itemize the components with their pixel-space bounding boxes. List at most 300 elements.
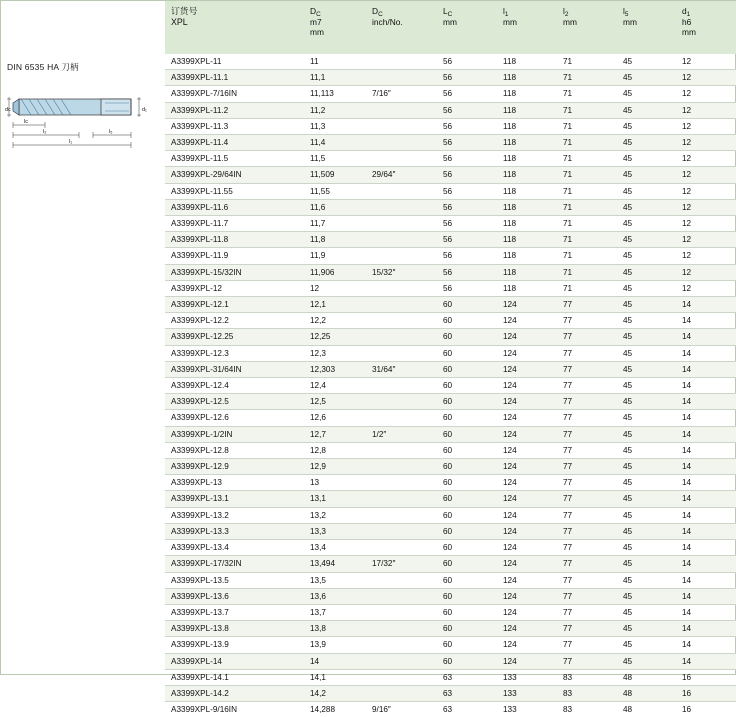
col-header-d1-unit: mm xyxy=(682,27,696,38)
table-row[interactable] xyxy=(165,135,736,151)
table-row[interactable] xyxy=(165,507,736,523)
cell-dc-mm: 11,8 xyxy=(304,232,366,248)
cell-l5: 45 xyxy=(617,167,676,183)
cell-l1: 124 xyxy=(497,572,557,588)
cell-l2: 77 xyxy=(557,329,617,345)
cell-dc-mm: 12,7 xyxy=(304,426,366,442)
cell-dc-mm: 13,5 xyxy=(304,572,366,588)
cell-l1: 124 xyxy=(497,491,557,507)
cell-l1: 118 xyxy=(497,118,557,134)
cell-lc: 60 xyxy=(437,604,497,620)
cell-l2: 77 xyxy=(557,637,617,653)
cell-d1: 12 xyxy=(676,199,736,215)
table-row[interactable] xyxy=(165,102,736,118)
col-header-d1 xyxy=(676,1,736,54)
col-header-dc-mm-sym: $D_C$ xyxy=(310,6,321,18)
cell-d1: 14 xyxy=(676,507,736,523)
cell-dc-inch xyxy=(366,118,437,134)
cell-l2: 71 xyxy=(557,54,617,70)
cell-d1: 12 xyxy=(676,54,736,70)
cell-lc: 60 xyxy=(437,572,497,588)
cell-l2: 71 xyxy=(557,280,617,296)
cell-order-number: A3399XPL-13.1 xyxy=(165,491,304,507)
table-header xyxy=(165,1,736,54)
cell-dc-inch xyxy=(366,102,437,118)
cell-dc-inch xyxy=(366,410,437,426)
table-row[interactable] xyxy=(165,637,736,653)
cell-l5: 45 xyxy=(617,556,676,572)
cell-order-number: A3399XPL-12.8 xyxy=(165,442,304,458)
cell-l2: 77 xyxy=(557,653,617,669)
cell-dc-inch: 15/32″ xyxy=(366,264,437,280)
cell-dc-inch xyxy=(366,135,437,151)
cell-l2: 83 xyxy=(563,705,573,715)
cell-dc-mm: 11,7 xyxy=(304,216,366,232)
cell-l5: 45 xyxy=(617,475,676,491)
col-header-dc-inch-sym: $D_C$ xyxy=(372,6,383,18)
cell-l1: 118 xyxy=(497,54,557,70)
cell-l1: 124 xyxy=(497,297,557,313)
table-row[interactable] xyxy=(165,669,736,685)
cell-dc-inch xyxy=(366,378,437,394)
cell-lc: 60 xyxy=(437,329,497,345)
cell-l2: 77 xyxy=(557,523,617,539)
cell-lc: 60 xyxy=(437,475,497,491)
cell-l2: 77 xyxy=(557,621,617,637)
cell-lc: 60 xyxy=(437,426,497,442)
cell-d1: 16 xyxy=(682,705,692,715)
cell-l2: 77 xyxy=(557,491,617,507)
cell-d1: 12 xyxy=(676,86,736,102)
table-row[interactable] xyxy=(165,540,736,556)
cell-lc: 56 xyxy=(437,102,497,118)
cell-l5: 45 xyxy=(617,653,676,669)
cell-order-number: A3399XPL-11.9 xyxy=(165,248,304,264)
table-row[interactable] xyxy=(165,491,736,507)
table-row[interactable] xyxy=(165,118,736,134)
cell-dc-inch xyxy=(366,653,437,669)
cell-l1: 124 xyxy=(497,459,557,475)
cell-l5: 45 xyxy=(617,442,676,458)
cell-dc-mm: 12,3 xyxy=(304,345,366,361)
cell-l2: 77 xyxy=(557,345,617,361)
cell-dc-mm: 11,113 xyxy=(304,86,366,102)
cell-l1: 133 xyxy=(497,669,557,685)
table-row[interactable] xyxy=(165,280,736,296)
table-row[interactable] xyxy=(165,297,736,313)
cell-l5: 45 xyxy=(617,588,676,604)
cell-l5: 45 xyxy=(617,102,676,118)
cell-order-number: A3399XPL-11.55 xyxy=(165,183,304,199)
cell-dc-mm: 12,1 xyxy=(304,297,366,313)
cell-dc-mm: 13,6 xyxy=(304,588,366,604)
cell-lc: 60 xyxy=(437,491,497,507)
cell-l1: 124 xyxy=(497,507,557,523)
cell-d1: 14 xyxy=(676,540,736,556)
cell-l2: 71 xyxy=(557,199,617,215)
cell-l5: 45 xyxy=(617,264,676,280)
cell-dc-inch xyxy=(366,394,437,410)
cell-l5: 45 xyxy=(617,491,676,507)
cell-d1: 14 xyxy=(676,588,736,604)
cell-dc-inch: 7/16″ xyxy=(366,86,437,102)
cell-order-number: A3399XPL-11.5 xyxy=(165,151,304,167)
table-row[interactable] xyxy=(165,329,736,345)
cell-d1: 12 xyxy=(676,167,736,183)
cell-d1: 14 xyxy=(676,475,736,491)
table-row[interactable] xyxy=(165,264,736,280)
cell-dc-inch xyxy=(366,523,437,539)
cell-order-number: A3399XPL-11.6 xyxy=(165,199,304,215)
cell-l2: 71 xyxy=(557,248,617,264)
cell-l5: 48 xyxy=(623,705,633,715)
cell-order-number: A3399XPL-13.9 xyxy=(165,637,304,653)
cell-l5: 45 xyxy=(617,637,676,653)
cell-dc-mm: 13,8 xyxy=(304,621,366,637)
cell-d1: 12 xyxy=(676,70,736,86)
cell-lc: 60 xyxy=(437,621,497,637)
cell-dc-mm: 11,509 xyxy=(304,167,366,183)
col-header-dc-inch-unit: inch/No. xyxy=(372,16,403,27)
cell-dc-inch xyxy=(366,329,437,345)
cell-l1: 133 xyxy=(503,705,517,715)
cell-d1: 12 xyxy=(676,280,736,296)
cell-dc-inch: 1/2″ xyxy=(366,426,437,442)
cell-l1: 124 xyxy=(497,361,557,377)
cell-order-number: A3399XPL-12.25 xyxy=(165,329,304,345)
cell-l2: 71 xyxy=(557,167,617,183)
cell-l2: 77 xyxy=(557,426,617,442)
cell-dc-mm: 11 xyxy=(304,54,366,70)
cell-dc-mm: 12,303 xyxy=(304,361,366,377)
cell-lc: 60 xyxy=(437,459,497,475)
table-row[interactable] xyxy=(165,54,736,70)
cell-l1: 118 xyxy=(497,248,557,264)
table-row[interactable] xyxy=(165,248,736,264)
cell-d1: 14 xyxy=(676,604,736,620)
cell-lc: 60 xyxy=(437,361,497,377)
cell-l5: 45 xyxy=(617,54,676,70)
cell-l1: 124 xyxy=(497,378,557,394)
cell-l5: 45 xyxy=(617,604,676,620)
cell-dc-inch: 9/16″ xyxy=(372,705,391,715)
cell-order-number: A3399XPL-7/16IN xyxy=(165,86,304,102)
cell-l5: 45 xyxy=(617,216,676,232)
cell-l2: 71 xyxy=(557,183,617,199)
dimension-label-l5: l₅ xyxy=(109,129,113,135)
cell-dc-mm: 11,4 xyxy=(304,135,366,151)
cell-l5: 48 xyxy=(617,669,676,685)
cell-l1: 124 xyxy=(497,556,557,572)
cell-lc: 60 xyxy=(437,540,497,556)
spec-table-wrapper xyxy=(165,1,736,715)
cell-lc: 56 xyxy=(437,118,497,134)
cell-dc-inch xyxy=(366,572,437,588)
cell-dc-inch xyxy=(366,54,437,70)
cell-lc: 56 xyxy=(437,232,497,248)
shank-standard-caption: DIN 6535 HA 刀柄 xyxy=(7,62,79,72)
cell-dc-inch xyxy=(366,345,437,361)
cell-d1: 14 xyxy=(676,329,736,345)
table-row[interactable] xyxy=(165,199,736,215)
cell-dc-mm: 12,25 xyxy=(304,329,366,345)
cell-d1: 14 xyxy=(676,459,736,475)
table-row[interactable] xyxy=(165,232,736,248)
cell-lc: 60 xyxy=(437,588,497,604)
table-row[interactable] xyxy=(165,183,736,199)
cell-order-number: A3399XPL-11.3 xyxy=(165,118,304,134)
cell-order-number: A3399XPL-13.3 xyxy=(165,523,304,539)
table-row[interactable] xyxy=(165,442,736,458)
cell-d1: 12 xyxy=(676,118,736,134)
cell-l2: 83 xyxy=(557,669,617,685)
cell-l5: 45 xyxy=(617,297,676,313)
cell-l5: 45 xyxy=(617,378,676,394)
cell-dc-mm: 11,5 xyxy=(304,151,366,167)
table-row[interactable] xyxy=(165,685,736,701)
col-header-l1-unit: mm xyxy=(503,16,517,27)
table-row[interactable] xyxy=(165,604,736,620)
cell-order-number: A3399XPL-12.6 xyxy=(165,410,304,426)
cell-dc-mm: 12,9 xyxy=(304,459,366,475)
cell-l2: 71 xyxy=(557,86,617,102)
table-row[interactable] xyxy=(165,523,736,539)
cell-lc: 56 xyxy=(437,167,497,183)
cell-order-number: A3399XPL-9/16IN xyxy=(171,705,237,715)
cell-l5: 45 xyxy=(617,70,676,86)
header-row xyxy=(165,1,736,54)
dimension-label-lc: lᴄ xyxy=(24,119,28,125)
cell-l2: 71 xyxy=(557,102,617,118)
dimension-label-l1: l₁ xyxy=(69,139,73,145)
table-row[interactable] xyxy=(165,702,736,717)
cell-order-number: A3399XPL-15/32IN xyxy=(165,264,304,280)
cell-dc-inch xyxy=(366,216,437,232)
cell-dc-inch xyxy=(366,507,437,523)
cell-l2: 77 xyxy=(557,313,617,329)
cell-d1: 16 xyxy=(676,685,736,701)
cell-l2: 77 xyxy=(557,475,617,491)
cell-lc: 60 xyxy=(437,653,497,669)
cell-dc-mm: 13,2 xyxy=(304,507,366,523)
cell-l1: 124 xyxy=(497,588,557,604)
cell-d1: 14 xyxy=(676,313,736,329)
cell-d1: 14 xyxy=(676,572,736,588)
cell-l2: 77 xyxy=(557,394,617,410)
col-header-order-number xyxy=(165,1,304,54)
col-header-lc xyxy=(437,1,497,54)
cell-lc: 56 xyxy=(437,54,497,70)
cell-dc-mm: 14,288 xyxy=(310,705,336,715)
cell-l1: 124 xyxy=(497,410,557,426)
cell-l5: 45 xyxy=(617,151,676,167)
cell-dc-inch xyxy=(366,637,437,653)
cell-d1: 14 xyxy=(676,442,736,458)
table-row[interactable] xyxy=(165,151,736,167)
cell-order-number: A3399XPL-13.4 xyxy=(165,540,304,556)
table-row[interactable] xyxy=(165,475,736,491)
cell-dc-inch xyxy=(366,70,437,86)
cell-l2: 83 xyxy=(557,685,617,701)
cell-dc-mm: 14,2 xyxy=(304,685,366,701)
col-header-dc-inch xyxy=(366,1,437,54)
cell-order-number: A3399XPL-13 xyxy=(165,475,304,491)
table-row[interactable] xyxy=(165,70,736,86)
cell-dc-inch: 31/64″ xyxy=(366,361,437,377)
cell-order-number: A3399XPL-14.1 xyxy=(165,669,304,685)
cell-dc-mm: 12,6 xyxy=(304,410,366,426)
cell-dc-mm: 12,5 xyxy=(304,394,366,410)
cell-l5: 45 xyxy=(617,507,676,523)
tool-drawing xyxy=(5,79,161,169)
cell-order-number: A3399XPL-13.2 xyxy=(165,507,304,523)
cell-dc-mm: 14 xyxy=(304,653,366,669)
cell-dc-mm: 12 xyxy=(304,280,366,296)
cell-order-number: A3399XPL-12.4 xyxy=(165,378,304,394)
table-row[interactable] xyxy=(165,653,736,669)
cell-order-number: A3399XPL-11.4 xyxy=(165,135,304,151)
cell-l2: 71 xyxy=(557,216,617,232)
cell-d1: 14 xyxy=(676,297,736,313)
cell-d1: 12 xyxy=(676,135,736,151)
cell-l1: 118 xyxy=(497,232,557,248)
dimension-label-l2: l₂ xyxy=(43,129,47,135)
cell-l1: 124 xyxy=(497,523,557,539)
cell-d1: 16 xyxy=(676,669,736,685)
cell-l2: 77 xyxy=(557,459,617,475)
cell-dc-inch xyxy=(366,459,437,475)
cell-d1: 12 xyxy=(676,151,736,167)
cell-d1: 12 xyxy=(676,183,736,199)
col-header-d1-sym: $d_1$ xyxy=(682,6,691,18)
cell-l2: 77 xyxy=(557,540,617,556)
cell-d1: 12 xyxy=(676,264,736,280)
cell-d1: 14 xyxy=(676,637,736,653)
table-row[interactable] xyxy=(165,459,736,475)
cell-dc-inch xyxy=(366,248,437,264)
cell-dc-mm: 14,1 xyxy=(304,669,366,685)
col-header-lc-sym: $L_C$ xyxy=(443,6,453,18)
col-header-l2 xyxy=(557,1,617,54)
table-row[interactable] xyxy=(165,216,736,232)
cell-l1: 118 xyxy=(497,199,557,215)
cell-l5: 45 xyxy=(617,248,676,264)
table-row[interactable] xyxy=(165,345,736,361)
cell-dc-inch: 29/64″ xyxy=(366,167,437,183)
cell-dc-inch: 17/32″ xyxy=(366,556,437,572)
col-header-order-number-line1: 订货号 xyxy=(171,6,198,16)
col-header-l1 xyxy=(497,1,557,54)
cell-l2: 77 xyxy=(557,572,617,588)
table-row[interactable] xyxy=(165,621,736,637)
cell-l1: 118 xyxy=(497,86,557,102)
cell-l5: 45 xyxy=(617,86,676,102)
cell-dc-mm: 12,8 xyxy=(304,442,366,458)
cell-lc: 60 xyxy=(437,637,497,653)
cell-l5: 45 xyxy=(617,410,676,426)
cell-l1: 118 xyxy=(497,167,557,183)
col-header-l2-unit: mm xyxy=(563,16,577,27)
dimension-label-d1: d₁ xyxy=(142,107,147,113)
table-row[interactable] xyxy=(165,588,736,604)
cell-d1: 14 xyxy=(676,345,736,361)
cell-dc-mm: 11,9 xyxy=(304,248,366,264)
cell-dc-inch xyxy=(366,491,437,507)
dimension-d1 xyxy=(137,97,141,117)
cell-l2: 71 xyxy=(557,232,617,248)
cell-dc-inch xyxy=(366,540,437,556)
cell-order-number: A3399XPL-11 xyxy=(165,54,304,70)
illustration-panel xyxy=(1,1,165,676)
table-row[interactable] xyxy=(165,572,736,588)
cell-lc: 56 xyxy=(437,248,497,264)
cell-l1: 124 xyxy=(497,653,557,669)
cell-order-number: A3399XPL-12.3 xyxy=(165,345,304,361)
cell-l5: 45 xyxy=(617,280,676,296)
cell-order-number: A3399XPL-14 xyxy=(165,653,304,669)
cell-dc-mm: 13,3 xyxy=(304,523,366,539)
cell-order-number: A3399XPL-11.2 xyxy=(165,102,304,118)
table-row[interactable] xyxy=(165,86,736,102)
cell-lc: 56 xyxy=(437,280,497,296)
cell-order-number: A3399XPL-11.1 xyxy=(165,70,304,86)
table-row[interactable] xyxy=(165,426,736,442)
cell-lc: 60 xyxy=(437,556,497,572)
cell-dc-inch xyxy=(366,588,437,604)
cell-l5: 45 xyxy=(617,540,676,556)
cell-l1: 124 xyxy=(497,475,557,491)
cell-dc-inch xyxy=(366,280,437,296)
cell-l2: 77 xyxy=(557,507,617,523)
table-row[interactable] xyxy=(165,361,736,377)
col-header-lc-unit: mm xyxy=(443,16,457,27)
table-row[interactable] xyxy=(165,167,736,183)
table-row[interactable] xyxy=(165,556,736,572)
col-header-l2-sym: $l_2$ xyxy=(563,6,569,18)
table-row[interactable] xyxy=(165,313,736,329)
cell-l1: 124 xyxy=(497,345,557,361)
table-row[interactable] xyxy=(165,410,736,426)
cell-l2: 77 xyxy=(557,378,617,394)
dimension-label-dc: dᴄ xyxy=(5,107,11,113)
cell-l5: 45 xyxy=(617,135,676,151)
cell-l2: 71 xyxy=(557,70,617,86)
cell-l2: 77 xyxy=(557,588,617,604)
dimension-lc xyxy=(13,122,45,128)
cell-lc: 56 xyxy=(437,135,497,151)
cell-dc-inch xyxy=(366,297,437,313)
cell-l1: 118 xyxy=(497,70,557,86)
cell-d1: 12 xyxy=(676,216,736,232)
cell-lc: 60 xyxy=(437,507,497,523)
cell-order-number: A3399XPL-29/64IN xyxy=(165,167,304,183)
table-row[interactable] xyxy=(165,394,736,410)
cell-d1: 14 xyxy=(676,523,736,539)
cell-order-number: A3399XPL-11.7 xyxy=(165,216,304,232)
cell-l1: 118 xyxy=(497,280,557,296)
col-header-l5 xyxy=(617,1,676,54)
cell-l5: 45 xyxy=(617,572,676,588)
table-row[interactable] xyxy=(165,378,736,394)
cell-lc: 60 xyxy=(437,442,497,458)
cell-lc: 56 xyxy=(437,70,497,86)
cell-d1: 12 xyxy=(676,248,736,264)
cell-l5: 45 xyxy=(617,199,676,215)
col-header-l1-sym: $l_1$ xyxy=(503,6,509,18)
cell-d1: 14 xyxy=(676,378,736,394)
cell-d1: 14 xyxy=(676,394,736,410)
table-body xyxy=(165,54,736,717)
